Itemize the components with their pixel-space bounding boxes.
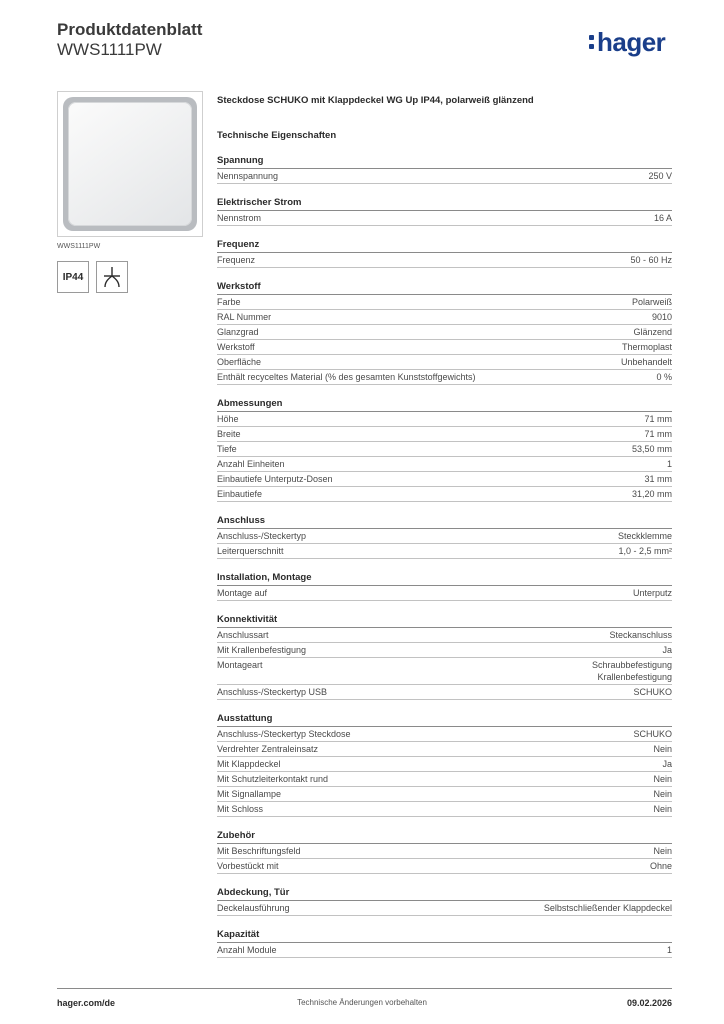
property-row: [217, 442, 672, 457]
property-value: Nein: [653, 774, 672, 784]
property-value: Nein: [653, 789, 672, 799]
property-row: [217, 643, 672, 658]
property-label: Anschluss-/Steckertyp USB: [217, 687, 328, 697]
product-image: [57, 91, 203, 237]
property-value: Steckklemme: [617, 531, 672, 541]
screw-clamp-icon: [96, 261, 128, 293]
property-row: [217, 859, 672, 874]
property-value: Unbehandelt: [620, 357, 672, 367]
property-row: [217, 253, 672, 268]
property-value: 1,0 - 2,5 mm²: [618, 546, 672, 556]
property-row: [217, 802, 672, 817]
property-label: Tiefe: [217, 444, 237, 454]
property-value: 9010: [651, 312, 672, 322]
property-label: Glanzgrad: [217, 327, 259, 337]
property-value: 1: [666, 945, 672, 955]
section-title: Frequenz: [217, 239, 672, 253]
property-label: Anzahl Einheiten: [217, 459, 285, 469]
property-value: 16 A: [653, 213, 672, 223]
property-value: 31,20 mm: [631, 489, 672, 499]
property-value: Glänzend: [633, 327, 672, 337]
footer-website: hager.com/de: [57, 998, 116, 1008]
property-label: Verdrehter Zentraleinsatz: [217, 744, 319, 754]
property-label: Farbe: [217, 297, 241, 307]
section-title: Konnektivität: [217, 614, 672, 628]
property-row: [217, 727, 672, 742]
property-row: [217, 628, 672, 643]
property-value: SCHUKO: [633, 687, 672, 697]
screw-clamp-icon-svg: [99, 264, 125, 290]
property-label: Mit Klappdeckel: [217, 759, 281, 769]
ip44-badge: [57, 261, 89, 293]
property-value: 71 mm: [644, 414, 672, 424]
section-title: Ausstattung: [217, 713, 672, 727]
property-value: SCHUKO: [633, 729, 672, 739]
property-row: [217, 658, 672, 685]
property-row: [217, 487, 672, 502]
property-label: Höhe: [217, 414, 239, 424]
property-row: [217, 355, 672, 370]
property-value: 0 %: [656, 372, 672, 382]
section-title: Spannung: [217, 155, 672, 169]
property-row: [217, 457, 672, 472]
property-label: Nennstrom: [217, 213, 262, 223]
property-row: [217, 685, 672, 700]
property-section: [217, 572, 672, 601]
property-row: [217, 412, 672, 427]
properties-sections: [217, 155, 672, 958]
property-row: [217, 169, 672, 184]
property-row: [217, 544, 672, 559]
document-title: Produktdatenblatt: [57, 20, 203, 39]
property-label: Deckelausführung: [217, 903, 290, 913]
property-section: [217, 614, 672, 700]
property-section: [217, 515, 672, 559]
property-label: Montage auf: [217, 588, 268, 598]
property-value: Nein: [653, 744, 672, 754]
property-row: [217, 472, 672, 487]
property-label: Einbautiefe: [217, 489, 263, 499]
property-label: Oberfläche: [217, 357, 262, 367]
section-title: Zubehör: [217, 830, 672, 844]
property-row: [217, 529, 672, 544]
property-label: Leiterquerschnitt: [217, 546, 284, 556]
property-row: [217, 901, 672, 916]
property-value: 50 - 60 Hz: [630, 255, 672, 265]
property-row: [217, 325, 672, 340]
property-label: Anschluss-/Steckertyp: [217, 531, 307, 541]
property-value: Unterputz: [632, 588, 672, 598]
property-label: Mit Schloss: [217, 804, 264, 814]
section-title: Abdeckung, Tür: [217, 887, 672, 901]
certification-badges: [57, 261, 128, 293]
property-label: Frequenz: [217, 255, 256, 265]
property-section: [217, 887, 672, 916]
property-section: [217, 155, 672, 184]
property-section: [217, 281, 672, 385]
property-row: [217, 370, 672, 385]
section-title: Werkstoff: [217, 281, 672, 295]
footer-notice: Technische Änderungen vorbehalten: [297, 998, 427, 1007]
property-row: [217, 757, 672, 772]
property-section: [217, 929, 672, 958]
property-row: [217, 340, 672, 355]
property-label: Mit Krallenbefestigung: [217, 645, 307, 655]
property-label: Werkstoff: [217, 342, 255, 352]
section-title: Installation, Montage: [217, 572, 672, 586]
property-label: Anschluss-/Steckertyp Steckdose: [217, 729, 351, 739]
property-value: Ja: [662, 759, 672, 769]
property-value: Nein: [653, 846, 672, 856]
properties-heading: Technische Eigenschaften: [217, 130, 337, 141]
property-value: Ohne: [649, 861, 672, 871]
property-label: Vorbestückt mit: [217, 861, 279, 871]
property-value: 1: [666, 459, 672, 469]
main-content: [217, 94, 672, 958]
property-row: [217, 211, 672, 226]
property-section: [217, 830, 672, 874]
property-row: [217, 586, 672, 601]
property-label: Enthält recyceltes Material (% des gesamten Kunststoffgewichts): [217, 372, 476, 382]
section-title: Elektrischer Strom: [217, 197, 672, 211]
property-label: Breite: [217, 429, 241, 439]
property-label: Mit Signallampe: [217, 789, 282, 799]
property-row: [217, 844, 672, 859]
property-row: [217, 943, 672, 958]
property-label: Anschlussart: [217, 630, 269, 640]
logo-colon-icon: [588, 33, 596, 51]
property-label: Nennspannung: [217, 171, 279, 181]
product-code: WWS1111PW: [57, 40, 162, 59]
property-row: [217, 787, 672, 802]
property-row: [217, 772, 672, 787]
property-value: Ja: [662, 645, 672, 655]
section-title: Kapazität: [217, 929, 672, 943]
property-row: [217, 427, 672, 442]
property-label: Anzahl Module: [217, 945, 277, 955]
property-row: [217, 295, 672, 310]
property-row: [217, 742, 672, 757]
property-label: Mit Schutzleiterkontakt rund: [217, 774, 329, 784]
section-title: Anschluss: [217, 515, 672, 529]
hager-logo: [588, 28, 665, 56]
property-section: [217, 197, 672, 226]
property-value: Nein: [653, 804, 672, 814]
property-value: Steckanschluss: [609, 630, 672, 640]
ip44-label: IP44: [62, 271, 84, 283]
property-section: [217, 239, 672, 268]
logo-text: hager: [597, 27, 666, 57]
property-value: Thermoplast: [621, 342, 672, 352]
image-caption: WWS1111PW: [57, 243, 101, 250]
property-value: 53,50 mm: [631, 444, 672, 454]
socket-cover: [68, 102, 192, 226]
property-value: Schraubbefestigung Krallenbefestigung: [591, 660, 672, 682]
section-title: Abmessungen: [217, 398, 672, 412]
property-value: Selbstschließender Klappdeckel: [543, 903, 672, 913]
property-value: 71 mm: [644, 429, 672, 439]
footer-divider: [57, 988, 672, 989]
property-value: Polarweiß: [631, 297, 672, 307]
property-value: 31 mm: [644, 474, 672, 484]
property-label: Einbautiefe Unterputz-Dosen: [217, 474, 333, 484]
property-value: 250 V: [648, 171, 672, 181]
product-name: Steckdose SCHUKO mit Klappdeckel WG Up IP44, polarweiß glänzend: [217, 95, 534, 106]
document-header: [57, 20, 202, 60]
property-label: RAL Nummer: [217, 312, 272, 322]
property-section: [217, 713, 672, 817]
property-label: Montageart: [217, 660, 263, 670]
property-label: Mit Beschriftungsfeld: [217, 846, 301, 856]
property-section: [217, 398, 672, 502]
property-row: [217, 310, 672, 325]
footer-date: 09.02.2026: [626, 998, 672, 1008]
socket-frame: [63, 97, 197, 231]
